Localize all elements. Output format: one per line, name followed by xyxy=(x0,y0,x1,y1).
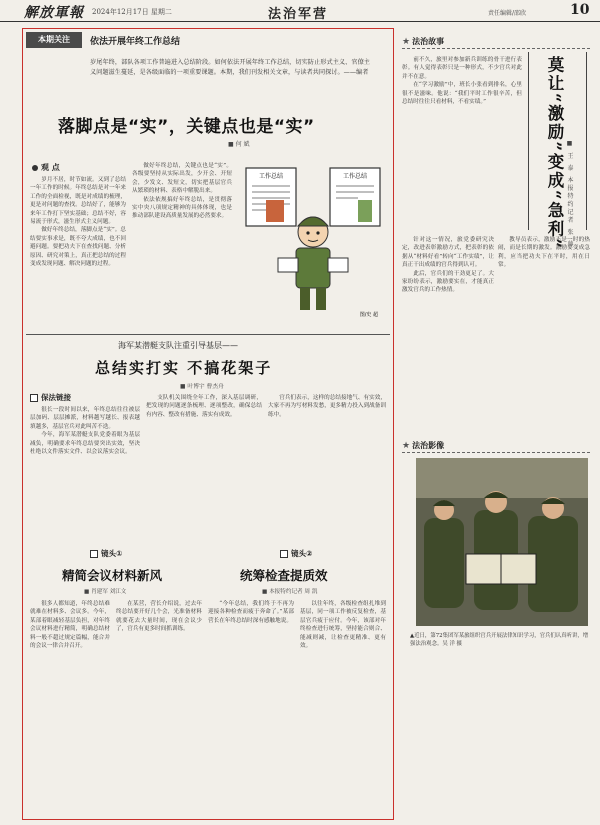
page-editor: 责任编辑/邵欣 xyxy=(488,10,527,17)
box-tag-text: 保法链接 xyxy=(41,393,71,402)
article3b-headline: 统筹检查提质效 xyxy=(240,568,328,583)
page-number: 10 xyxy=(570,2,590,18)
article2-column-1 xyxy=(30,406,140,546)
box-icon xyxy=(280,550,288,558)
article2-paragraph: 今年，海军某潜艇支队党委着眼为基层减负，明确要求年终总结要突出实效，坚决杜绝以文件落实文件、以会议落实会议。 xyxy=(30,432,140,456)
article3a-column-2 xyxy=(116,600,202,810)
scene2-label: 镜头② xyxy=(291,549,313,558)
article3a-paragraph: 很多人都知道，年终总结难就难在材料多、会议多。今年，某部着眼减轻基层负担，对年终会议材料进行精简，明确总结材料一般不超过规定篇幅，能合并的会议一律合并召开。 xyxy=(30,601,110,650)
article3b-column-2 xyxy=(300,600,386,810)
masthead xyxy=(0,0,600,22)
story-paragraph: 教导员表示，激励不是一时的热闹，而是长期的激发。激励要变成急利，应当把功夫下在平时，用在日常。 xyxy=(498,237,590,269)
issue-date: 2024年12月17日 星期二 xyxy=(92,8,172,16)
news-photo xyxy=(416,458,588,626)
story-paragraph: 此后，官兵们的干劲更足了。大家纷纷表示，激励要实在，才能真正激发官兵的工作热情。 xyxy=(402,270,494,294)
editor-note: 岁尾年终，部队各项工作普遍进入总结阶段。如何依法开展年终工作总结，切实防止形式主义、官僚主义问题滋生蔓延，是各级面临的一项重要课题。本期，我们刊发相关文章，与读者共同探讨。——编者 xyxy=(90,59,370,76)
photo-illustration xyxy=(416,458,588,626)
story-paragraph: 在“学习激励”中，班长小张看到排名，心里很不是滋味。他说：“我们平时工作很辛苦，但总结时往往只看材料，不看实绩。” xyxy=(402,82,522,106)
article3a-author: ■ 肖建军 刘江文 xyxy=(84,589,127,595)
cartoon-illustration xyxy=(238,160,388,320)
cartoon-label-left: 工作总结 xyxy=(258,173,284,180)
box-tag xyxy=(30,392,71,403)
article1-author: ■ 何 斌 xyxy=(228,141,250,148)
article2-kicker: 海军某潜艇支队注重引导基层—— xyxy=(118,341,238,350)
article1-column-2 xyxy=(132,162,232,326)
story-title: 莫让“激励”变成“急利” xyxy=(545,56,564,250)
page-section-name: 法治军营 xyxy=(268,7,329,22)
article3a-paragraph: 在某营，营长介绍说，过去年终总结要开好几个会，光准备材料就要花去大量时间，现在会议少了，官兵有更多时间抓训练。 xyxy=(116,601,202,633)
star-icon: ★ xyxy=(402,37,411,47)
article1-headline: 落脚点是“实”，关键点也是“实” xyxy=(58,117,315,137)
article2-author: ■ 叶博宇 曹杰舟 xyxy=(180,384,224,390)
story-paragraph: 前不久，旅里对参加新兵训练的骨干进行表彰。有人觉得表彰只是一种形式，不少官兵对此并不在意。 xyxy=(402,57,522,80)
story-byline: ■ 王 泰 本报特约记者 张 帅 xyxy=(566,140,573,249)
story-column-3 xyxy=(498,236,590,434)
article3b-paragraph: “今年总结，我们终于不再为迎接各种检查而疲于奔命了。”某部营长在年终总结时深有感触地说。 xyxy=(208,601,294,624)
story-column-2 xyxy=(402,236,494,434)
article2-paragraph: 很长一段时间以来，年终总结往往被层层加码、层层摊派，材料越写越长、报表越填越多，基层官兵对此叫苦不迭。 xyxy=(30,407,140,430)
article2-headline: 总结实打实 不搞花架子 xyxy=(95,359,273,377)
box-icon xyxy=(90,550,98,558)
article1-column-1 xyxy=(30,176,126,326)
article2-column-3 xyxy=(268,394,386,546)
cartoon-credit: 图/史 超 xyxy=(359,312,378,318)
story-paragraph: 针对这一情况，旅党委研究决定，改进表彰激励方式，把表彰的依据从“材料好看”转向“工作实绩”，让真正干出成绩的官兵得到认可。 xyxy=(402,237,494,269)
divider xyxy=(402,48,590,49)
scene1-label: 镜头① xyxy=(101,549,123,558)
title-frame-right xyxy=(586,52,587,230)
viewpoint-label xyxy=(32,162,60,173)
cartoon-label-right: 工作总结 xyxy=(342,173,368,180)
scene1-tag xyxy=(90,548,122,559)
section-tag-story xyxy=(402,36,444,47)
article1-column-3 xyxy=(240,322,385,332)
article3a-headline: 精简会议材料新风 xyxy=(62,568,163,583)
article1-paragraph: 依法依规搞好年终总结，是贯彻落实中央八项规定精神的具体体现，也是推动部队建设高质量发展的必然要求。 xyxy=(132,196,232,220)
section-tag-photo xyxy=(402,440,444,451)
box-icon xyxy=(30,394,38,402)
section-tag-story-text: 法治故事 xyxy=(412,37,445,46)
article3b-author: ■ 本报特约记者 周 凯 xyxy=(262,589,318,595)
title-frame-left xyxy=(528,52,529,230)
article1-paragraph: 做好年终总结，关键点也是“实”。各级要坚持从实际出发，少开会、开短会，少发文、发短文，切实把基层官兵从繁琐的材料、表格中解脱出来。 xyxy=(132,163,232,195)
focus-title: 依法开展年终工作总结 xyxy=(90,37,181,47)
focus-tag: 本期关注 xyxy=(26,32,82,48)
star-icon: ★ xyxy=(402,441,411,451)
article3a-column-1 xyxy=(30,600,110,810)
focus-header xyxy=(26,32,390,48)
article1-paragraph: 做好年终总结，落脚点是“实”。总结要实事求是，既不夸大成绩，也不回避问题。要把功夫下在查找问题、分析原因、研究对策上，真正把总结的过程变成发现问题、解决问题的过程。 xyxy=(30,227,126,268)
photo-caption: ▲近日，第72集团军某旅组织官兵开展法律知识学习，官兵们认真听讲，增强法治观念。吴 洋 摄 xyxy=(410,633,589,647)
article3b-column-1 xyxy=(208,600,294,810)
divider xyxy=(402,452,590,453)
article1-paragraph: 岁月不居，时节如流。又到了总结一年工作的时候。年终总结是对一年来工作的全面检视，既是对成绩的梳理，更是对问题的查找。总结好了，能够为来年工作打下坚实基础；总结不好，容易流于形式，滋生形式主义问题。 xyxy=(30,177,126,226)
scene2-tag xyxy=(280,548,312,559)
divider xyxy=(26,334,390,335)
article2-paragraph: 官兵们表示，这样的总结接地气、有实效，大家不再为写材料发愁，更多精力投入到战备训练中。 xyxy=(268,395,386,418)
story-column-1 xyxy=(402,56,522,232)
viewpoint-text: 观 点 xyxy=(41,163,60,172)
section-tag-photo-text: 法治影像 xyxy=(412,441,445,450)
cartoon-drawing xyxy=(238,160,388,320)
article2-column-2 xyxy=(146,394,262,546)
article3b-paragraph: 以往年终，各级检查组扎堆到基层，同一项工作被反复检查，基层官兵疲于应付。今年，该部对年终检查进行统筹，坚持能合则合、能减则减，让检查更精准、更有效。 xyxy=(300,601,386,650)
bullet-icon xyxy=(32,165,38,171)
article2-paragraph: 支队机关围绕全年工作，深入基层调研，把发现的问题逐条梳理、逐项整改，确保总结有内容、整改有措施、落实有成效。 xyxy=(146,395,262,418)
newspaper-logo: 解放軍報 xyxy=(24,5,84,21)
